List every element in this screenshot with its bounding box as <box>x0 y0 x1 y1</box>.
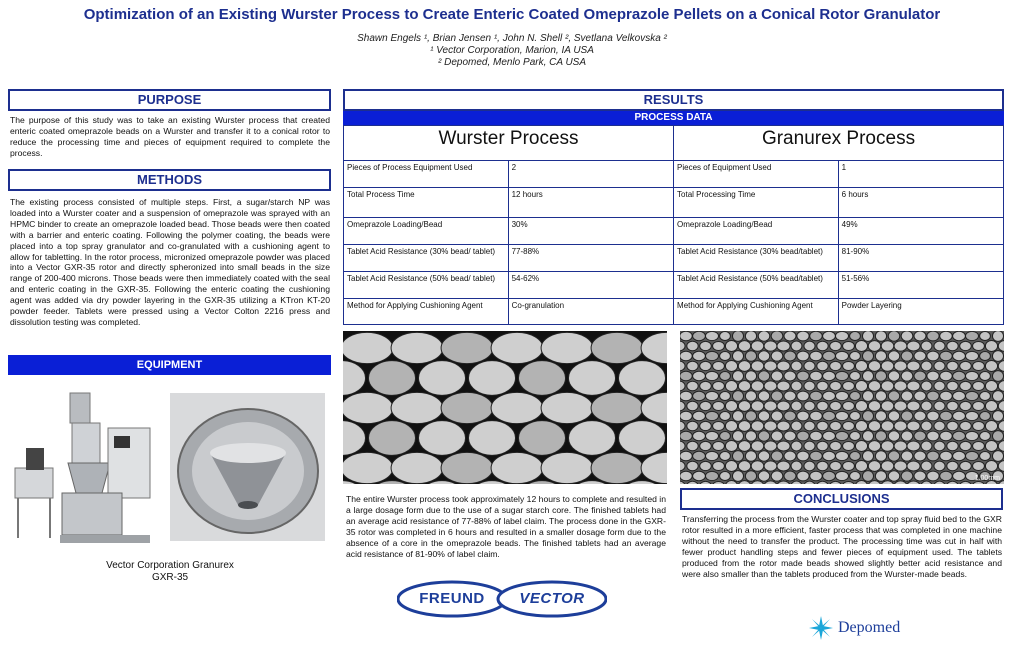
depomed-star-icon <box>808 615 834 641</box>
granurex-machine-image <box>10 388 160 548</box>
wurster-beads-micrograph <box>343 331 667 484</box>
granurex-row-value: 6 hours <box>838 188 1003 218</box>
granurex-row-value: 1 <box>838 161 1003 188</box>
authors: Shawn Engels ¹, Brian Jensen ¹, John N. Shell ², Svetlana Velkovska ² <box>357 33 667 44</box>
rotor-bowl-image <box>170 393 325 541</box>
wurster-row-label: Method for Applying Cushioning Agent <box>344 299 509 325</box>
table-row <box>344 161 1004 188</box>
granurex-beads-micrograph <box>680 331 1004 484</box>
granurex-row-value: 51-56% <box>838 272 1003 299</box>
wurster-row-value: 77-88% <box>508 245 673 272</box>
freund-vector-logo <box>397 580 607 618</box>
granurex-row-label: Tablet Acid Resistance (50% bead/tablet) <box>674 272 839 299</box>
depomed-logo-text: Depomed <box>838 619 901 636</box>
granurex-row-label: Tablet Acid Resistance (30% bead/tablet) <box>674 245 839 272</box>
affiliation-vector: ¹ Vector Corporation, Marion, IA USA <box>430 45 594 56</box>
process-data-heading: PROCESS DATA <box>343 111 1004 125</box>
table-row <box>344 218 1004 245</box>
affiliation-depomed: ² Depomed, Menlo Park, CA USA <box>437 57 587 68</box>
table-row <box>344 272 1004 299</box>
table-row <box>344 188 1004 218</box>
granurex-row-value: 49% <box>838 218 1003 245</box>
granurex-row-label: Pieces of Equipment Used <box>674 161 839 188</box>
wurster-row-label: Total Process Time <box>344 188 509 218</box>
wurster-row-value: 54-62% <box>508 272 673 299</box>
wurster-row-value: 2 <box>508 161 673 188</box>
purpose-text: The purpose of this study was to take an existing Wurster process that created enteric coated omeprazole beads on a Wurster and transfer it to a conical rotor to reduce the processing time and pieces of equipment required to complete the process. <box>10 115 330 158</box>
granurex-row-label: Omeprazole Loading/Bead <box>674 218 839 245</box>
conclusions-text: Transferring the process from the Wurster coater and top spray fluid bed to the GXR rotor resulted in a more efficient, faster process that was completed in one machine without the need to transfer the product. The processing time was cut in half with fewer product handling steps and fewer pieces of equipment used. The tablets produced from the rotor made beads showed slightly better acid resistance and were also smaller than the tablets produced from the Wurster-made beads. <box>682 514 1002 579</box>
granurex-row-label: Total Processing Time <box>674 188 839 218</box>
wurster-row-value: 30% <box>508 218 673 245</box>
table-row <box>344 299 1004 325</box>
methods-text: The existing process consisted of multiple steps. First, a sugar/starch NP was loaded into a Wurster coater and a suspension of omeprazole was sprayed with an HPMC binder to create an omeprazole loaded bead. Those beads were then coated with a barrier and enteric coating. Following the polymer coating, the beads were placed into a top spray granulator and co-granulated with a cushioning agent to allow for tabletting. In the rotor process, micronized omeprazole powder was placed into a Vector GXR-35 rotor and directly spheronized into small beads in the size range of 200-400 microns. Those beads were then immediately coated with the seal and enteric coating in the GXR-35. Following the enteric coating the cushioning agent was added via dry powder layering in the GXR-35 utilizing a KTron KT-20 powder feeder. Tablets were pressed using a Vector Colton 2216 press and dissolution testing was completed. <box>10 197 330 327</box>
wurster-row-label: Tablet Acid Resistance (50% bead/ tablet) <box>344 272 509 299</box>
wurster-process-title: Wurster Process <box>344 126 674 161</box>
granurex-process-title: Granurex Process <box>674 126 1004 161</box>
depomed-logo <box>808 615 928 643</box>
methods-heading: METHODS <box>8 169 331 191</box>
table-row <box>344 245 1004 272</box>
results-heading: RESULTS <box>343 89 1004 111</box>
granurex-row-value: 81-90% <box>838 245 1003 272</box>
purpose-heading: PURPOSE <box>8 89 331 111</box>
granurex-row-value: Powder Layering <box>838 299 1003 325</box>
process-data-table <box>343 125 1004 325</box>
freund-logo-text: FREUND <box>419 590 485 607</box>
equipment-caption-line2: GXR-35 <box>151 572 189 583</box>
wurster-row-label: Omeprazole Loading/Bead <box>344 218 509 245</box>
poster-title: Optimization of an Existing Wurster Process to Create Enteric Coated Omeprazole Pellets on a Conical Rotor Granulator <box>83 6 941 23</box>
granurex-row-label: Method for Applying Cushioning Agent <box>674 299 839 325</box>
vector-logo-text: VECTOR <box>519 590 585 607</box>
wurster-row-value: 12 hours <box>508 188 673 218</box>
wurster-row-label: Pieces of Process Equipment Used <box>344 161 509 188</box>
equipment-heading: EQUIPMENT <box>8 355 331 375</box>
wurster-row-value: Co-granulation <box>508 299 673 325</box>
conclusions-heading: CONCLUSIONS <box>680 488 1003 510</box>
wurster-row-label: Tablet Acid Resistance (30% bead/ tablet) <box>344 245 509 272</box>
scale-bar-label: 1.00mm <box>974 475 1000 482</box>
table-title-row <box>344 126 1004 161</box>
results-discussion: The entire Wurster process took approximately 12 hours to complete and resulted in a large dosage form due to the use of a sugar starch core. The finished tablets had an average acid resistance of 77-88% of label claim. The process done in the GXR-35 rotor was completed in 6 hours and resulted in a smaller dosage form due to the absence of a core in the omeprazole beads. The finished tablets had an average acid resistance of 81-90% of label claim. <box>346 494 666 559</box>
equipment-caption-line1: Vector Corporation Granurex <box>106 560 234 571</box>
